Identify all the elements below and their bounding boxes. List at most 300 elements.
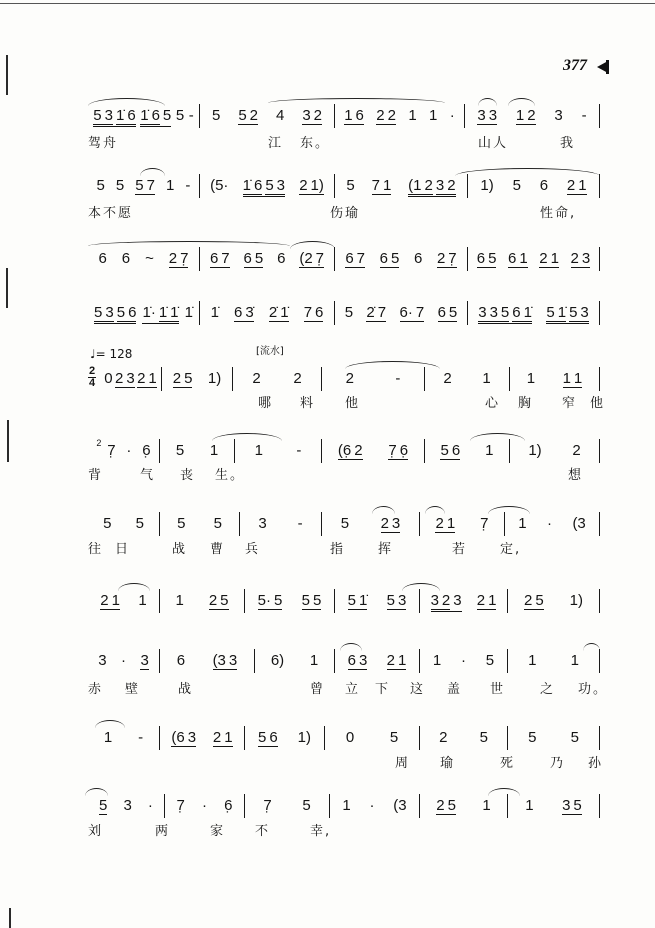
- measure: [240, 512, 322, 536]
- lyric: 本不愿: [88, 206, 134, 221]
- lyric: 立: [345, 682, 361, 697]
- note: 1̇: [184, 304, 193, 321]
- note: 0: [345, 729, 355, 746]
- beam-group: [115, 371, 135, 388]
- note: 1: [175, 592, 184, 609]
- note: 3: [580, 304, 589, 321]
- measure: [468, 301, 600, 325]
- measure: [335, 174, 468, 198]
- note: (3: [212, 652, 226, 669]
- lyric: 胸: [518, 396, 534, 411]
- note: 3: [477, 107, 486, 124]
- scan-margin-line: [7, 420, 9, 462]
- note: 3̇: [245, 304, 254, 321]
- lyric: 曹: [210, 542, 226, 557]
- beam-group: [477, 251, 497, 268]
- lyric: 两: [155, 824, 171, 839]
- note: 5: [274, 592, 283, 609]
- lyric: 我: [560, 136, 576, 151]
- note: 5: [528, 729, 537, 746]
- note: 5: [211, 107, 221, 124]
- lyric: 性命,: [540, 206, 577, 221]
- beam-group: [116, 108, 136, 125]
- time-signature-top: 2: [88, 365, 96, 377]
- measure: [505, 512, 600, 536]
- note: 3: [126, 370, 135, 387]
- note: 7: [415, 304, 425, 321]
- note: 5: [347, 592, 356, 609]
- slur: [425, 506, 445, 514]
- note: 1: [518, 515, 527, 532]
- note: 1: [382, 177, 392, 194]
- tie-mark: ~: [145, 250, 154, 267]
- lyric: 丧: [180, 468, 196, 483]
- note: 0: [104, 370, 113, 387]
- note: 2: [380, 515, 389, 532]
- note: 3: [489, 304, 498, 321]
- note: 2: [447, 177, 456, 194]
- measure: [510, 439, 600, 463]
- note: 1: [562, 370, 571, 387]
- lyric: 孙: [588, 756, 604, 771]
- note: 6·: [399, 304, 413, 321]
- measure: [335, 589, 420, 613]
- note: 2: [476, 592, 486, 609]
- sustain-dash: -: [581, 107, 587, 124]
- beam-group: [100, 593, 120, 610]
- note: 5: [184, 370, 193, 387]
- measure: [88, 247, 200, 271]
- note: 3: [302, 107, 311, 124]
- note: 1): [528, 442, 542, 459]
- note: 2: [249, 107, 258, 124]
- note: 6̣: [399, 442, 409, 459]
- note: ·: [460, 652, 466, 669]
- measure: [322, 439, 425, 463]
- measure: [88, 794, 165, 818]
- note: 3: [453, 592, 462, 609]
- measure: [508, 649, 600, 673]
- time-signature-bottom: 4: [88, 377, 96, 389]
- beam-group: [94, 305, 136, 324]
- beam-group: [258, 730, 278, 747]
- note: 2: [168, 250, 178, 267]
- note: 5: [115, 177, 125, 194]
- note: (1: [408, 177, 422, 194]
- note: 5: [265, 177, 274, 194]
- note: 3: [430, 592, 439, 609]
- lyric: 他: [590, 396, 606, 411]
- measure: [420, 512, 505, 536]
- note: 5: [135, 177, 144, 194]
- beam-group: [562, 798, 582, 815]
- note: 5: [135, 515, 144, 532]
- beam-group: [478, 305, 509, 322]
- note: 3: [105, 304, 114, 321]
- measure: [508, 794, 600, 818]
- note: 5: [386, 592, 395, 609]
- beam-group: [238, 108, 258, 125]
- beam-group: [142, 305, 178, 324]
- note: 1: [209, 442, 219, 459]
- measure: [425, 439, 510, 463]
- note: 7: [146, 177, 155, 194]
- lyric: 生。: [215, 468, 246, 483]
- note: 5: [116, 304, 126, 321]
- beam-group: [243, 178, 285, 197]
- measure: [165, 794, 245, 818]
- note: 1: [111, 592, 120, 609]
- note: 5: [448, 304, 458, 321]
- slur: [345, 361, 440, 369]
- note: 7̣: [107, 442, 116, 459]
- note: 2: [539, 250, 548, 267]
- sustain-dash: -: [185, 177, 191, 194]
- beam-group: [508, 251, 528, 268]
- note: (3: [393, 797, 407, 814]
- beam-group: [408, 178, 455, 197]
- lyric: 挥: [378, 542, 394, 557]
- note: 3: [187, 729, 197, 746]
- lyric: 定,: [500, 542, 522, 557]
- note: 1̇: [210, 304, 219, 321]
- beam-group: [438, 305, 458, 322]
- measure: [245, 726, 325, 750]
- note: 5: [569, 304, 578, 321]
- sustain-dash: -: [297, 515, 303, 532]
- note: 2: [435, 515, 444, 532]
- beam-group: [366, 305, 386, 322]
- note: 2: [114, 370, 124, 387]
- lyric: 江: [268, 136, 284, 151]
- note: 3: [488, 107, 498, 124]
- note: 1: [148, 370, 157, 387]
- note: 1̇: [557, 304, 567, 321]
- beam-group: [171, 730, 196, 747]
- lyric: 这: [410, 682, 426, 697]
- note: 5: [500, 304, 510, 321]
- slur: [95, 720, 125, 728]
- slur: [402, 583, 440, 591]
- note: 1: [446, 515, 456, 532]
- measure: [425, 367, 510, 391]
- note: 6: [476, 250, 486, 267]
- note: 2: [570, 250, 579, 267]
- note: 3: [359, 652, 368, 669]
- beam-group: [169, 251, 189, 268]
- note: 3: [104, 107, 113, 124]
- note: 5: [301, 592, 310, 609]
- note: 7̣: [176, 797, 185, 814]
- slur: [88, 98, 165, 106]
- note: 6: [234, 304, 243, 321]
- note: 5: [447, 797, 456, 814]
- slur: [508, 98, 535, 106]
- measure: [162, 367, 233, 391]
- note: 6): [270, 652, 285, 669]
- note: 1: [570, 652, 579, 669]
- page-ornament-icon: [597, 61, 608, 73]
- lyric: 壁: [125, 682, 141, 697]
- beam-group: [380, 251, 400, 268]
- note: 5: [93, 107, 102, 124]
- measure: [330, 794, 420, 818]
- measure: [88, 589, 160, 613]
- lyric: 之: [540, 682, 556, 697]
- note: 1: [138, 592, 147, 609]
- note: 1: [515, 107, 525, 124]
- note: 1: [398, 652, 407, 669]
- note: 2: [293, 370, 302, 387]
- beam-group: [569, 305, 589, 322]
- note: 2: [137, 370, 146, 387]
- note: 1: [485, 442, 494, 459]
- note: 1: [528, 652, 537, 669]
- note: 1): [297, 729, 311, 746]
- beam-group: [93, 108, 113, 125]
- measure: [335, 649, 420, 673]
- scan-top-edge-line: [0, 3, 655, 4]
- note: 1): [569, 592, 583, 609]
- note: 6: [508, 250, 517, 267]
- note: (5·: [210, 177, 229, 194]
- grace-note: 2: [96, 438, 102, 448]
- note: 3: [140, 652, 149, 669]
- beam-group: [546, 305, 588, 324]
- note: 3: [98, 652, 107, 669]
- lyric: 刘: [88, 824, 104, 839]
- lyric: 想: [568, 468, 584, 483]
- note: 5: [346, 177, 355, 194]
- beam-group: [539, 251, 559, 268]
- note: 1: [573, 370, 583, 387]
- note: 5: [94, 304, 103, 321]
- note: 6̣: [142, 442, 151, 459]
- note: 6: [121, 250, 131, 267]
- note: 5: [175, 442, 185, 459]
- lyric: 功。: [578, 682, 609, 697]
- measure: [160, 726, 245, 750]
- tempo-marking: ♩= 128: [90, 347, 133, 361]
- note: 5: [512, 177, 521, 194]
- beam-group: [571, 251, 591, 268]
- note: 2: [299, 177, 308, 194]
- note: 6: [209, 250, 219, 267]
- note: 5: [257, 729, 267, 746]
- slur: [470, 433, 525, 441]
- note: 6: [451, 442, 461, 459]
- note: 3: [398, 592, 407, 609]
- lyric: 他: [345, 396, 361, 411]
- beam-group: [117, 305, 137, 322]
- lyric: 窄: [562, 396, 578, 411]
- measure: [468, 247, 600, 271]
- note: 3: [258, 515, 267, 532]
- note: (6: [171, 729, 185, 746]
- note: 1: [344, 107, 353, 124]
- beam-group: [140, 108, 171, 127]
- lyric: 日: [115, 542, 131, 557]
- note: 6: [315, 304, 324, 321]
- note: 5: [103, 515, 112, 532]
- note: 1̇: [158, 304, 168, 321]
- measure: [200, 301, 335, 325]
- note: 5: [96, 177, 105, 194]
- note: 7̣: [263, 797, 272, 814]
- note: ·: [201, 797, 207, 814]
- measure: [245, 589, 335, 613]
- beam-group: [304, 305, 324, 322]
- beam-group: [140, 108, 160, 125]
- note: ·: [126, 442, 132, 459]
- lyric: 世: [490, 682, 506, 697]
- measure: [245, 794, 330, 818]
- note: 1): [310, 177, 324, 194]
- note: 2̇: [268, 304, 278, 321]
- note: ·: [547, 515, 552, 532]
- beam-group: [516, 108, 536, 125]
- measure: [335, 301, 468, 325]
- note: 6: [355, 107, 364, 124]
- lyric: 幸,: [310, 824, 332, 839]
- measure: [88, 512, 160, 536]
- note: 1: [550, 250, 559, 267]
- lyric: 往: [88, 542, 104, 557]
- note: 5: [344, 304, 354, 321]
- beam-group: [477, 108, 497, 125]
- note: 2: [172, 370, 182, 387]
- note: (3: [572, 515, 586, 532]
- beam-group: [436, 798, 456, 815]
- note: 6: [512, 304, 521, 321]
- sustain-dash: -: [395, 370, 401, 387]
- note: 1̇: [242, 177, 251, 194]
- beam-group: [372, 178, 392, 195]
- beam-group: [244, 251, 264, 268]
- note: 5: [313, 592, 322, 609]
- scan-margin-line: [9, 908, 11, 928]
- note: 7̣: [448, 250, 457, 267]
- note: 4: [275, 107, 285, 124]
- note: 5: [213, 515, 222, 532]
- note: 1: [482, 797, 491, 814]
- note: (2: [299, 250, 313, 267]
- note: 1̇: [280, 304, 289, 321]
- note: 3: [123, 797, 132, 814]
- slur: [290, 241, 335, 249]
- note: 6: [437, 304, 446, 321]
- measure: [100, 367, 162, 391]
- note: 2: [387, 107, 396, 124]
- measure: [88, 726, 160, 750]
- note: 5: [99, 797, 108, 814]
- note: 3: [478, 304, 487, 321]
- slur: [455, 168, 600, 176]
- note: 1: [224, 729, 233, 746]
- measure: [235, 439, 322, 463]
- note: 3: [435, 177, 445, 194]
- note: 5: [254, 250, 264, 267]
- beam-group: [213, 730, 233, 747]
- beam-group: [93, 108, 135, 127]
- note: 1: [429, 107, 438, 124]
- beam-group: [567, 178, 587, 195]
- note: 7: [356, 250, 365, 267]
- beam-group: [338, 443, 363, 460]
- note: 6: [253, 177, 263, 194]
- lyric: 伤瑜: [330, 206, 361, 221]
- beam-group: [302, 108, 322, 125]
- lyric: 周: [395, 756, 411, 771]
- note: 7: [371, 177, 380, 194]
- measure: [325, 726, 420, 750]
- beam-group: [99, 798, 107, 815]
- lyric: 乃: [550, 756, 566, 771]
- note: 1̇·: [142, 304, 156, 321]
- note: ·: [369, 797, 375, 814]
- slur: [85, 788, 108, 796]
- beam-group: [437, 251, 457, 268]
- beam-group: [209, 593, 229, 610]
- beam-group: [258, 593, 283, 610]
- note: 5: [546, 304, 555, 321]
- beam-group: [477, 593, 497, 610]
- note: 1): [480, 177, 494, 194]
- note: 1: [578, 177, 587, 194]
- note: 2: [527, 107, 536, 124]
- beam-group: [431, 593, 462, 612]
- measure: [200, 174, 335, 198]
- lyric: 盖: [447, 682, 463, 697]
- measure: [465, 104, 600, 128]
- note: 6: [151, 107, 160, 124]
- note: 2: [345, 370, 354, 387]
- note: 6: [127, 107, 136, 124]
- note: 5: [485, 652, 495, 669]
- note: 3: [276, 177, 285, 194]
- note: 6: [243, 250, 252, 267]
- note: 2: [439, 729, 448, 746]
- note: 7: [377, 304, 387, 321]
- note: 2: [572, 442, 581, 459]
- note: ·: [121, 652, 126, 669]
- beam-group: [234, 305, 254, 322]
- note: 2: [443, 370, 452, 387]
- beam-group: [140, 653, 148, 670]
- time-signature: [86, 366, 98, 389]
- beam-group: [345, 251, 365, 268]
- slur: [488, 788, 520, 796]
- beam-group: [376, 108, 396, 125]
- note: 6: [98, 250, 107, 267]
- sustain-dash: -: [188, 107, 194, 124]
- note: 2: [523, 592, 533, 609]
- note: 2: [212, 729, 222, 746]
- beam-group: [302, 593, 322, 610]
- lyric: 赤: [88, 682, 104, 697]
- note: 1: [488, 592, 497, 609]
- page-number: 377: [563, 57, 587, 74]
- beam-group: [135, 178, 155, 195]
- note: 2: [436, 797, 445, 814]
- measure: [200, 247, 335, 271]
- beam-group: [265, 178, 285, 195]
- note: ·: [147, 797, 153, 814]
- beam-group: [137, 371, 157, 388]
- note: 1): [207, 370, 222, 387]
- note: 6: [379, 250, 388, 267]
- lyric: 料: [300, 396, 316, 411]
